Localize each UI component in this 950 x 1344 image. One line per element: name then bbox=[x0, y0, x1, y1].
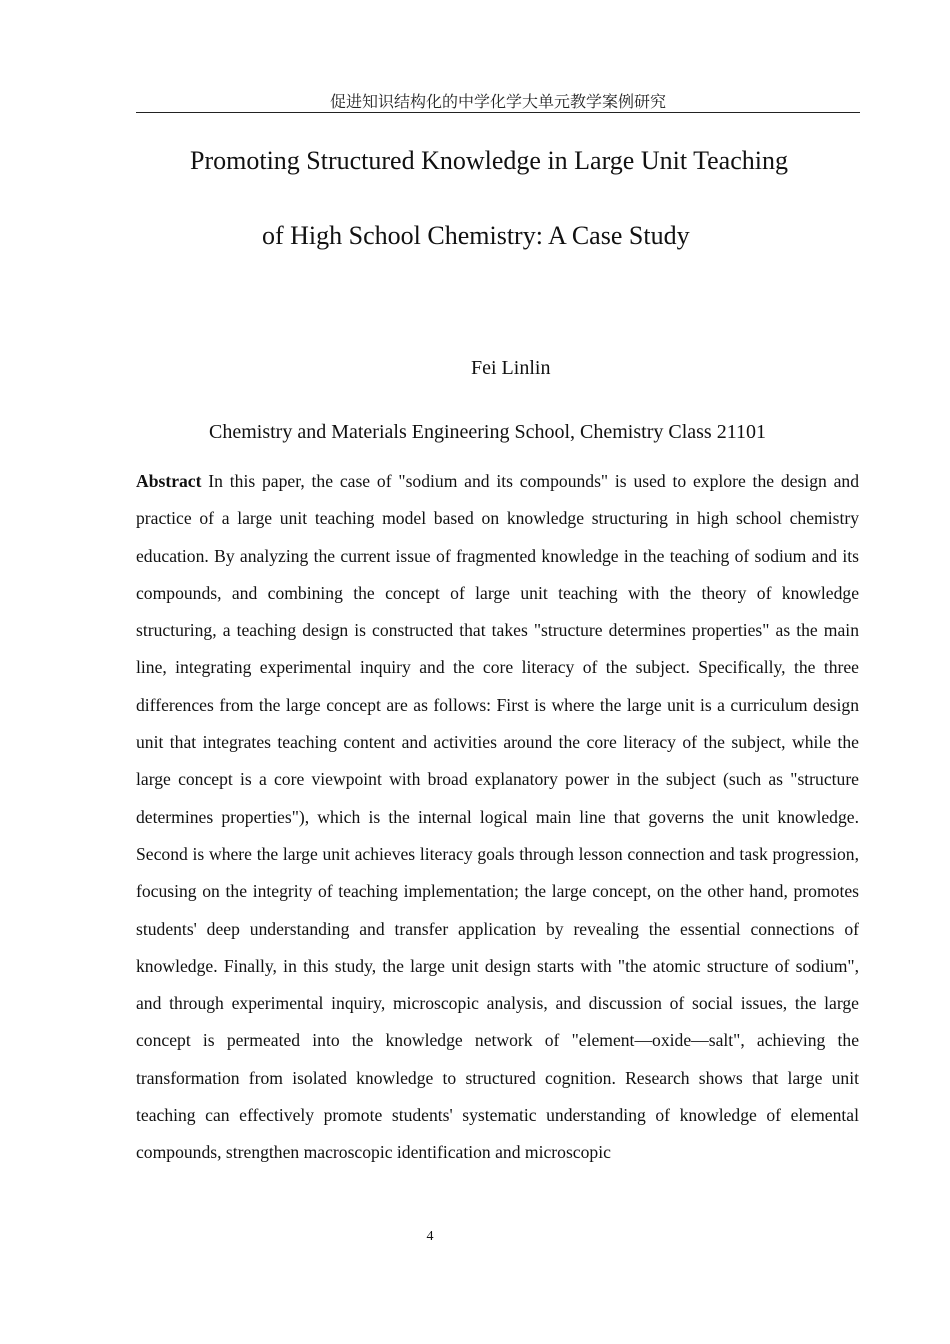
abstract-label: Abstract bbox=[136, 471, 202, 491]
paper-title-line-1: Promoting Structured Knowledge in Large Unit Teaching bbox=[190, 146, 788, 175]
abstract-text: In this paper, the case of "sodium and its compounds" is used to explore the design and practice of a large unit teaching model based on knowledge structuring in high school chemistry education. By analyzing the current issue of fragmented knowledge in the teaching of sodium and its compounds, and combining the concept of large unit teaching with the theory of knowledge structuring, a teaching design is constructed that takes "structure determines properties" as the main line, integrating experimental inquiry and the core literacy of the subject. Specifically, the three differences from the large concept are as follows: First is where the large unit is a curriculum design unit that integrates teaching content and activities around the core literacy of the subject, while the large concept is a core viewpoint with broad explanatory power in the subject (such as "structure determines properties"), which is the internal logical main line that governs the unit knowledge. Second is where the large unit achieves literacy goals through lesson connection and task progression, focusing on the integrity of teaching implementation; the large concept, on the other hand, promotes students' deep understanding and transfer application by revealing the essential connections of knowledge. Finally, in this study, the large unit design starts with "the atomic structure of sodium", and through experimental inquiry, microscopic analysis, and discussion of social issues, the large concept is permeated into the knowledge network of "element—oxide—salt", achieving the transformation from isolated knowledge to structured cognition. Research shows that large unit teaching can effectively promote students' systematic understanding of knowledge of elemental compounds, strengthen macroscopic identification and microscopic bbox=[136, 471, 859, 1163]
paper-title-line-2: of High School Chemistry: A Case Study bbox=[262, 221, 690, 250]
abstract-paragraph bbox=[136, 463, 859, 1211]
author-name: Fei Linlin bbox=[471, 357, 551, 379]
running-header: 促进知识结构化的中学化学大单元教学案例研究 bbox=[136, 92, 860, 113]
page-number: 4 bbox=[426, 1229, 434, 1244]
author-affiliation: Chemistry and Materials Engineering School, Chemistry Class 21101 bbox=[209, 421, 766, 443]
